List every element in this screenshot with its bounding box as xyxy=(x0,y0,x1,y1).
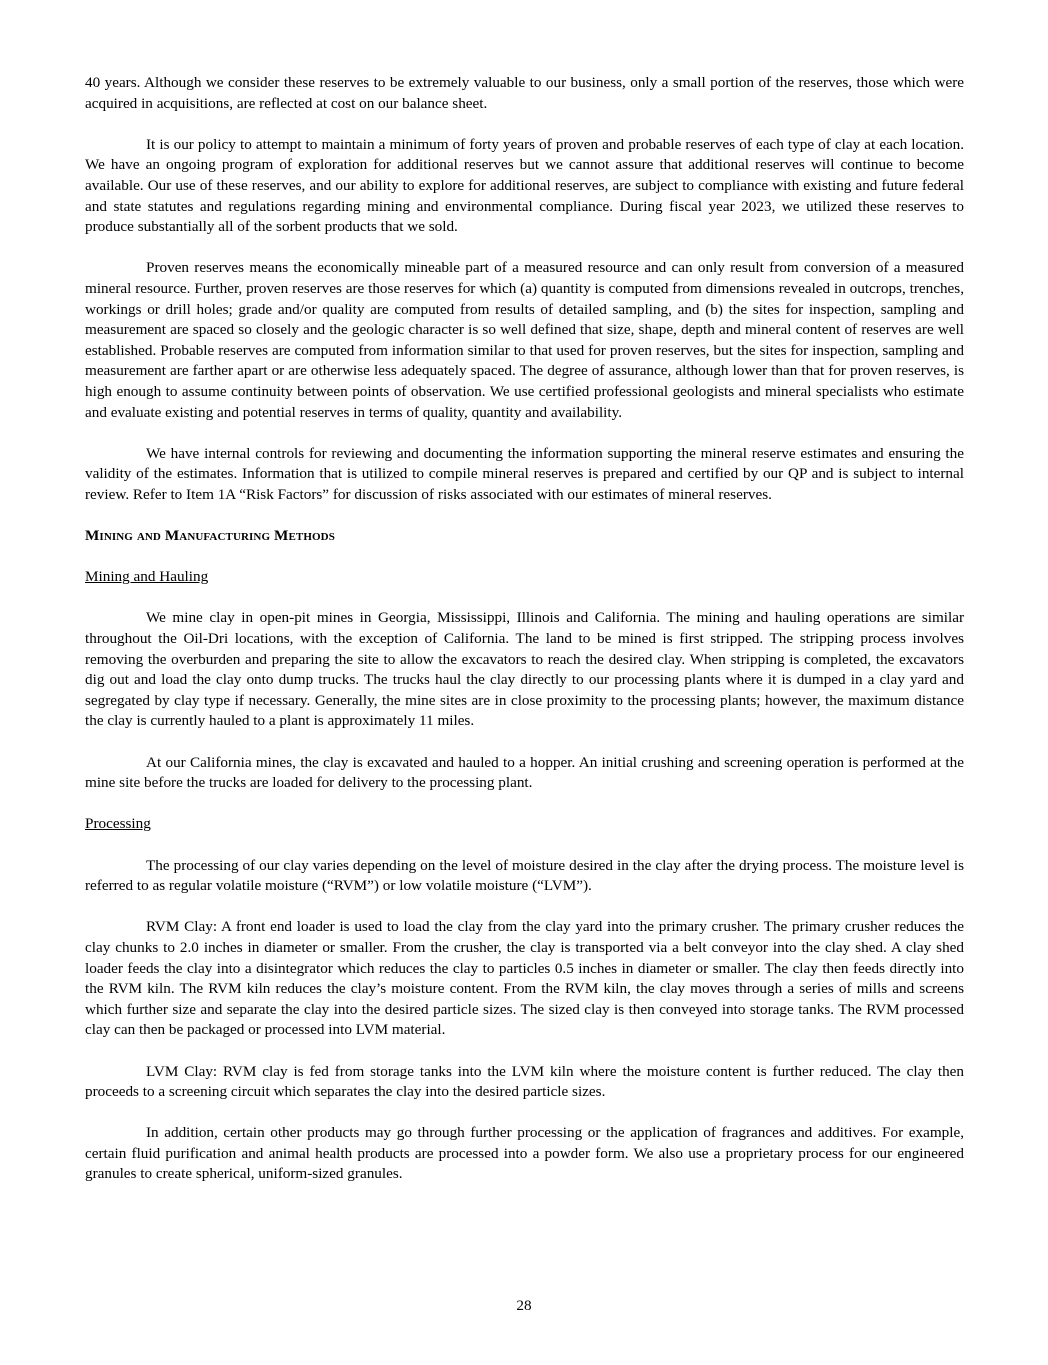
paragraph-mining-clay: We mine clay in open-pit mines in Georgia, Mississippi, Illinois and California. The mining and hauling operations are similar throughout the Oil-Dri locations, with the exception of California. The land to be mined is first stripped. The stripping process involves removing the overburden and preparing the site to allow the excavators to reach the desired clay. When stripping is completed, the excavators dig out and load the clay onto dump trucks. The trucks haul the clay directly to our processing plants where it is dumped in a clay yard and segregated by clay type if necessary. Generally, the mine sites are in close proximity to the processing plants; however, the maximum distance the clay is currently hauled to a plant is approximately 11 miles. xyxy=(85,609,964,730)
subheading-mining-hauling: Mining and Hauling xyxy=(85,568,209,586)
paragraph-california-mines: At our California mines, the clay is excavated and hauled to a hopper. An initial crushing and screening operation is performed at the mine site before the trucks are loaded for delivery to the processing plant. xyxy=(85,753,964,792)
paragraph-proven-reserves: Proven reserves means the economically mineable part of a measured resource and can only result from conversion of a measured mineral resource. Further, proven reserves are those reserves for which (a) quantity is computed from dimensions revealed in outcrops, trenches, workings or drill holes; grade and/or quality are computed from results of detailed sampling, and (b) the sites for inspection, sampling and measurement are spaced so closely and the geologic character is so well defined that size, shape, depth and mineral content of reserves are well established. Probable reserves are computed from information similar to that used for proven reserves, but the sites for inspection, sampling and measurement are farther apart or are otherwise less adequately spaced. The degree of assurance, although lower than that for proven reserves, is high enough to assume continuity between points of observation. We use certified professional geologists and mineral specialists who estimate and evaluate existing and potential reserves in terms of quality, quantity and availability. xyxy=(85,259,964,421)
paragraph-lvm-clay: LVM Clay: RVM clay is fed from storage tanks into the LVM kiln where the moisture content is further reduced. The clay then proceeds to a screening circuit which separates the clay into the desired particle sizes. xyxy=(85,1062,964,1101)
subheading-processing: Processing xyxy=(85,815,151,833)
paragraph-processing-intro: The processing of our clay varies depending on the level of moisture desired in the clay after the drying process. The moisture level is referred to as regular volatile moisture (“RVM”) or low volatile moisture (“LVM”). xyxy=(85,856,964,895)
paragraph-reserves-intro: 40 years. Although we consider these reserves to be extremely valuable to our business, only a small portion of the reserves, those which were acquired in acquisitions, are reflected at cost on our balance sheet. xyxy=(85,74,964,112)
document-page xyxy=(85,73,964,1206)
paragraph-reserves-policy: It is our policy to attempt to maintain a minimum of forty years of proven and probable reserves of each type of clay at each location. We have an ongoing program of exploration for additional reserves but we cannot assure that additional reserves will continue to become available. Our use of these reserves, and our ability to explore for additional reserves, are subject to compliance with existing and future federal and state statutes and regulations regarding mining and environmental compliance. During fiscal year 2023, we utilized these reserves to produce substantially all of the sorbent products that we sold. xyxy=(85,135,964,236)
paragraph-internal-controls: We have internal controls for reviewing and documenting the information supporting the mineral reserve estimates and ensuring the validity of the estimates. Information that is utilized to compile mineral reserves is prepared and certified by our QP and is subject to internal review. Refer to Item 1A “Risk Factors” for discussion of risks associated with our estimates of mineral reserves. xyxy=(85,444,964,503)
page-number: 28 xyxy=(516,1297,532,1314)
section-heading-mining-methods: Mining and Manufacturing Methods xyxy=(85,527,335,545)
paragraph-additional-processing: In addition, certain other products may go through further processing or the application of fragrances and additives. For example, certain fluid purification and animal health products are processed into a powder form. We also use a proprietary process for our engineered granules to create spherical, uniform-sized granules. xyxy=(85,1124,964,1183)
paragraph-rvm-clay: RVM Clay: A front end loader is used to load the clay from the clay yard into the primary crusher. The primary crusher reduces the clay chunks to 2.0 inches in diameter or smaller. From the crusher, the clay is transported via a belt conveyor into the clay shed. A clay shed loader feeds the clay into a disintegrator which reduces the clay to particles 0.5 inches in diameter or smaller. The clay then feeds directly into the RVM kiln. The RVM kiln reduces the clay’s moisture content. From the RVM kiln, the clay moves through a series of mills and screens which further size and separate the clay into the desired particle sizes. The sized clay is then conveyed into storage tanks. The RVM processed clay can then be packaged or processed into LVM material. xyxy=(85,918,964,1039)
